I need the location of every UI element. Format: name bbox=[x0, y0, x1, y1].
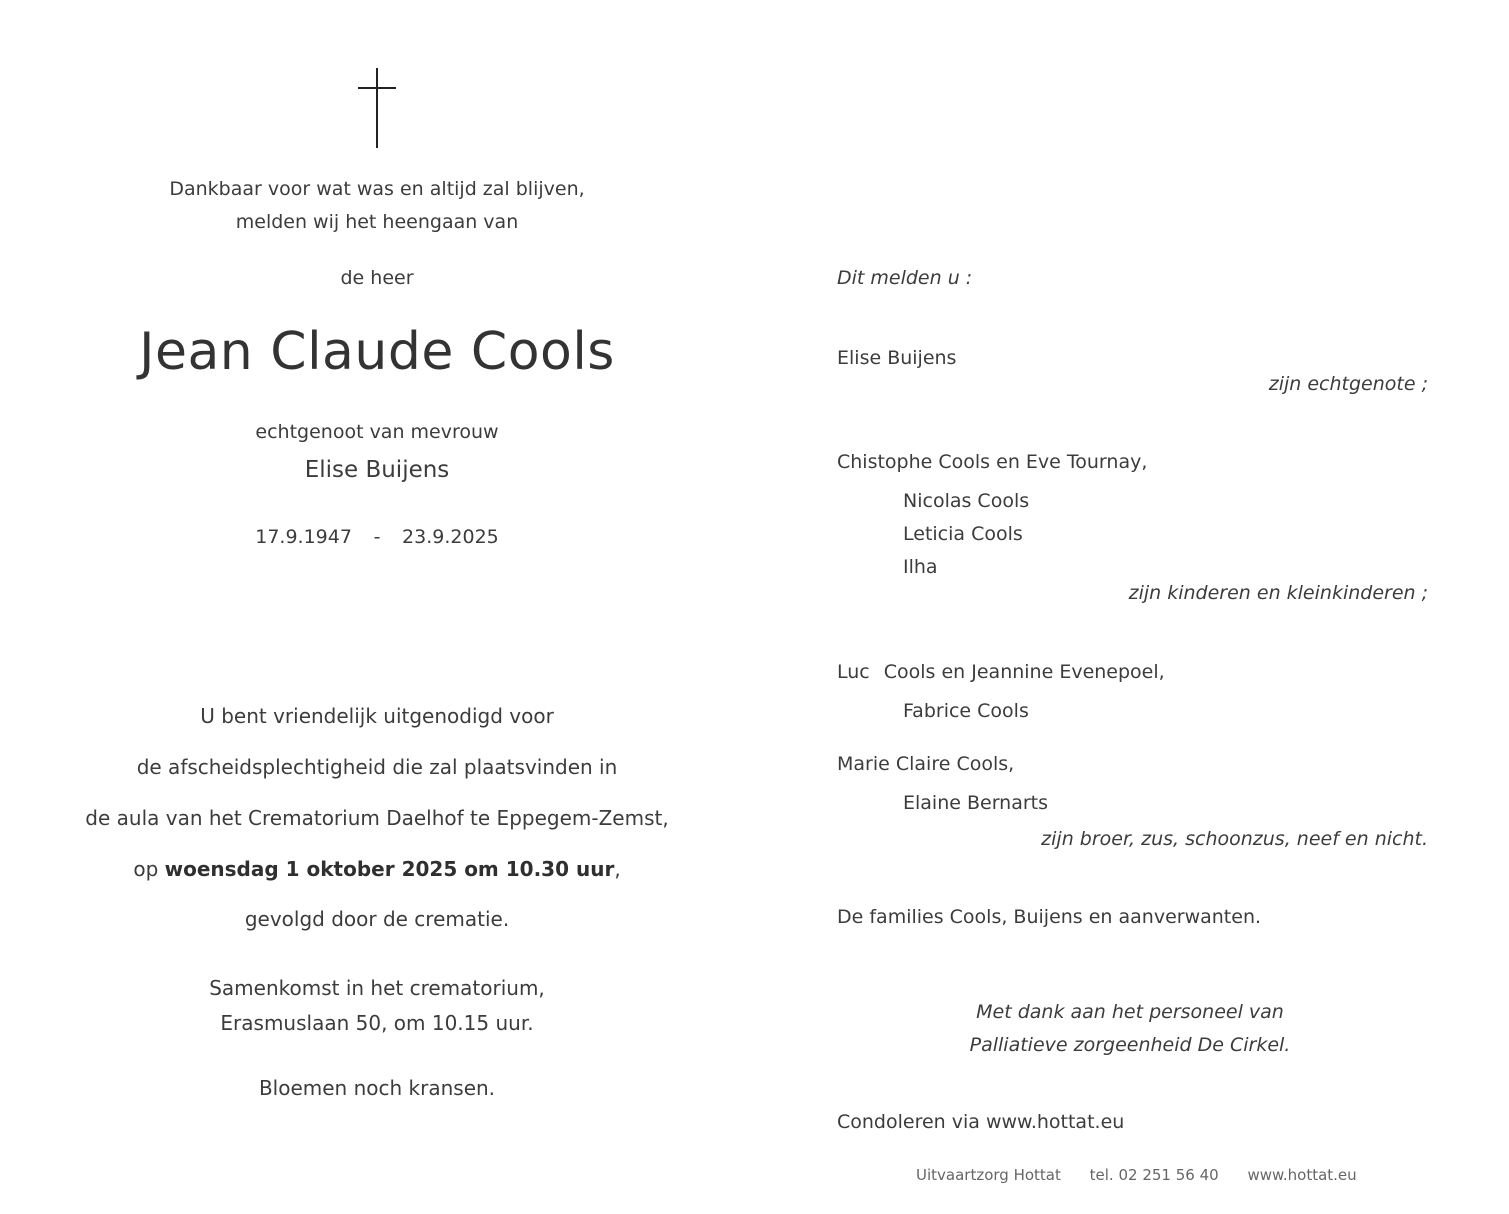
invitation-line-1: U bent vriendelijk uitgenodigd voor bbox=[200, 704, 554, 728]
family-spouse-name: Elise Buijens bbox=[837, 347, 957, 369]
ceremony-datetime: woensdag 1 oktober 2025 om 10.30 uur bbox=[164, 857, 615, 881]
siblings-relation: zijn broer, zus, schoonzus, neef en nicht. bbox=[1041, 828, 1428, 850]
intro-line-1: Dankbaar voor wat was en altijd zal blijven, bbox=[169, 178, 585, 200]
sibling-2-child: Elaine Bernarts bbox=[903, 792, 1049, 814]
date-separator: - bbox=[373, 526, 381, 548]
thanks-note bbox=[880, 996, 1380, 1062]
deceased-name: Jean Claude Cools bbox=[139, 322, 615, 382]
invitation-date-suffix: , bbox=[614, 857, 621, 881]
grandchild-2: Leticia Cools bbox=[903, 523, 1023, 545]
invitation-line-3: de aula van het Crematorium Daelhof te Eppegem-Zemst, bbox=[85, 806, 669, 830]
sibling-1-first: Luc bbox=[837, 661, 870, 683]
sibling-1-line bbox=[837, 661, 1165, 683]
meeting-info bbox=[77, 971, 677, 1041]
life-dates bbox=[77, 526, 677, 548]
footer-website: www.hottat.eu bbox=[1247, 1166, 1357, 1184]
children-line: Chistophe Cools en Eve Tournay, bbox=[837, 451, 1148, 473]
sibling-1-child: Fabrice Cools bbox=[903, 700, 1029, 722]
intro-line-2: melden wij het heengaan van bbox=[235, 211, 519, 233]
spouse-name: Elise Buijens bbox=[304, 457, 450, 483]
footer bbox=[916, 1166, 1381, 1184]
title-prefix: de heer bbox=[340, 267, 414, 289]
spouse-relation: zijn echtgenote ; bbox=[1268, 373, 1428, 395]
meeting-line-2: Erasmuslaan 50, om 10.15 uur. bbox=[220, 1011, 534, 1035]
condolence-line: Condoleren via www.hottat.eu bbox=[837, 1111, 1125, 1133]
grandchild-1: Nicolas Cools bbox=[903, 490, 1030, 512]
invitation-line-5: gevolgd door de crematie. bbox=[244, 907, 510, 931]
invitation-line-2: de afscheidsplechtigheid die zal plaatsvinden in bbox=[136, 755, 618, 779]
intro-text bbox=[77, 173, 677, 239]
children-relation: zijn kinderen en kleinkinderen ; bbox=[1128, 582, 1428, 604]
footer-phone: tel. 02 251 56 40 bbox=[1089, 1166, 1219, 1184]
invitation-date-prefix: op bbox=[133, 857, 165, 881]
sibling-1-rest: Cools en Jeannine Evenepoel, bbox=[883, 661, 1165, 683]
cross-icon bbox=[358, 68, 398, 148]
sibling-2-line: Marie Claire Cools, bbox=[837, 753, 1015, 775]
footer-company: Uitvaartzorg Hottat bbox=[916, 1166, 1061, 1184]
meeting-line-1: Samenkomst in het crematorium, bbox=[209, 976, 545, 1000]
relation-text: echtgenoot van mevrouw bbox=[255, 421, 499, 443]
birth-date: 17.9.1947 bbox=[255, 526, 352, 548]
thanks-line-2: Palliatieve zorgeenheid De Cirkel. bbox=[969, 1034, 1291, 1056]
thanks-line-1: Met dank aan het personeel van bbox=[976, 1001, 1284, 1023]
announcers-heading: Dit melden u : bbox=[837, 267, 973, 289]
families-line: De families Cools, Buijens en aanverwanten. bbox=[837, 906, 1262, 928]
flowers-note: Bloemen noch kransen. bbox=[258, 1076, 496, 1100]
invitation-line-4 bbox=[77, 857, 677, 881]
grandchild-3: Ilha bbox=[903, 556, 938, 578]
death-date: 23.9.2025 bbox=[402, 526, 499, 548]
